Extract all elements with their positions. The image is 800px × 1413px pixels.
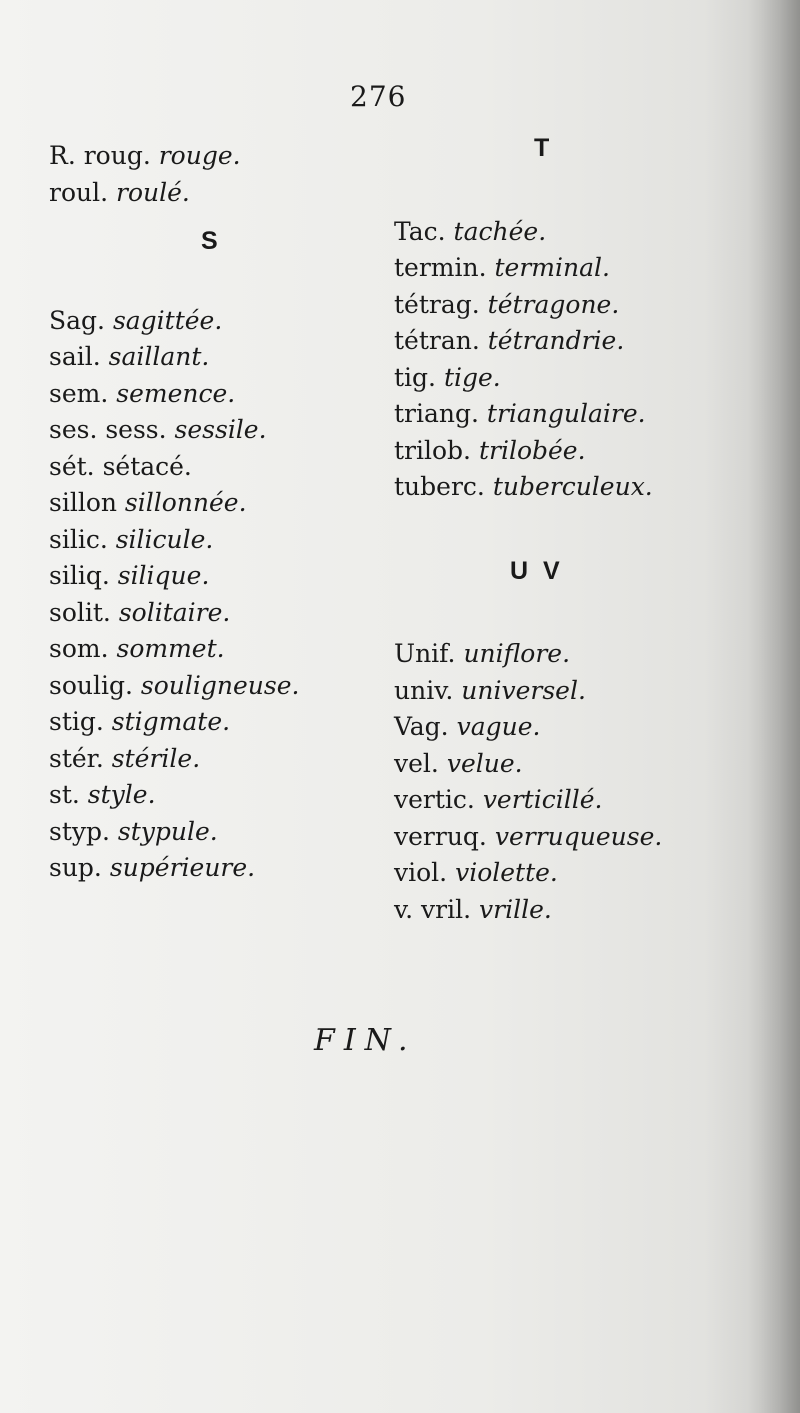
entry-tig: tig. tige. xyxy=(394,362,501,392)
entries-t-group xyxy=(394,214,662,506)
entry-tetran: tétran. tétrandrie. xyxy=(394,326,625,355)
page-number: 276 xyxy=(350,80,407,113)
entry-sag: Sag. sagittée. xyxy=(49,305,223,335)
entry-ses: ses. sess. sessile. xyxy=(49,415,267,444)
entry-unif: Unif. uniflore. xyxy=(394,639,571,668)
entries-r-group xyxy=(49,138,299,211)
entry-sem: sem. semence. xyxy=(49,378,236,408)
entry-soulig: soulig. souligneuse. xyxy=(49,670,300,700)
entry-vril: v. vril. vrille. xyxy=(394,894,552,924)
entry-styp: styp. stypule. xyxy=(49,816,218,846)
entry-triang: triang. triangulaire. xyxy=(394,399,646,428)
left-column xyxy=(49,138,299,887)
entry-silic: silic. silicule. xyxy=(49,524,214,554)
entry-vel: vel. velue. xyxy=(394,748,523,778)
entry-sail: sail. saillant. xyxy=(49,342,210,371)
entry-tac: Tac. tachée. xyxy=(394,216,547,246)
entries-s-group xyxy=(49,303,299,887)
entry-siliq: siliq. silique. xyxy=(49,561,210,590)
entry-ster: stér. stérile. xyxy=(49,743,201,773)
entry-r-roug: R. roug. rouge. xyxy=(49,141,241,170)
entry-tetrag: tétrag. tétragone. xyxy=(394,289,620,319)
entry-sillon: sillon sillonnée. xyxy=(49,488,247,517)
entry-univ: univ. universel. xyxy=(394,675,586,705)
entries-uv-group xyxy=(394,636,662,928)
entry-solit: solit. solitaire. xyxy=(49,597,231,627)
entry-roul: roul. roulé. xyxy=(49,177,190,207)
entry-st: st. style. xyxy=(49,780,156,809)
entry-tuberc: tuberc. tuberculeux. xyxy=(394,472,653,501)
entry-vag: Vag. vague. xyxy=(394,712,541,741)
entry-viol: viol. violette. xyxy=(394,858,558,887)
entry-termin: termin. terminal. xyxy=(394,253,610,282)
entry-sup: sup. supérieure. xyxy=(49,853,256,882)
section-heading-t: T xyxy=(534,134,550,162)
page-gutter-shadow xyxy=(748,0,800,1413)
fin-text: FIN. xyxy=(314,1023,417,1058)
entry-trilob: trilob. trilobée. xyxy=(394,435,586,465)
section-heading-s: S xyxy=(201,227,218,255)
section-heading-uv: U V xyxy=(510,556,564,585)
entry-stig: stig. stigmate. xyxy=(49,707,231,736)
entry-verruq: verruq. verruqueuse. xyxy=(394,821,663,851)
entry-set: sét. sétacé. xyxy=(49,451,192,481)
entry-som: som. sommet. xyxy=(49,634,225,663)
entry-vertic: vertic. verticillé. xyxy=(394,785,603,814)
right-column xyxy=(394,130,662,928)
